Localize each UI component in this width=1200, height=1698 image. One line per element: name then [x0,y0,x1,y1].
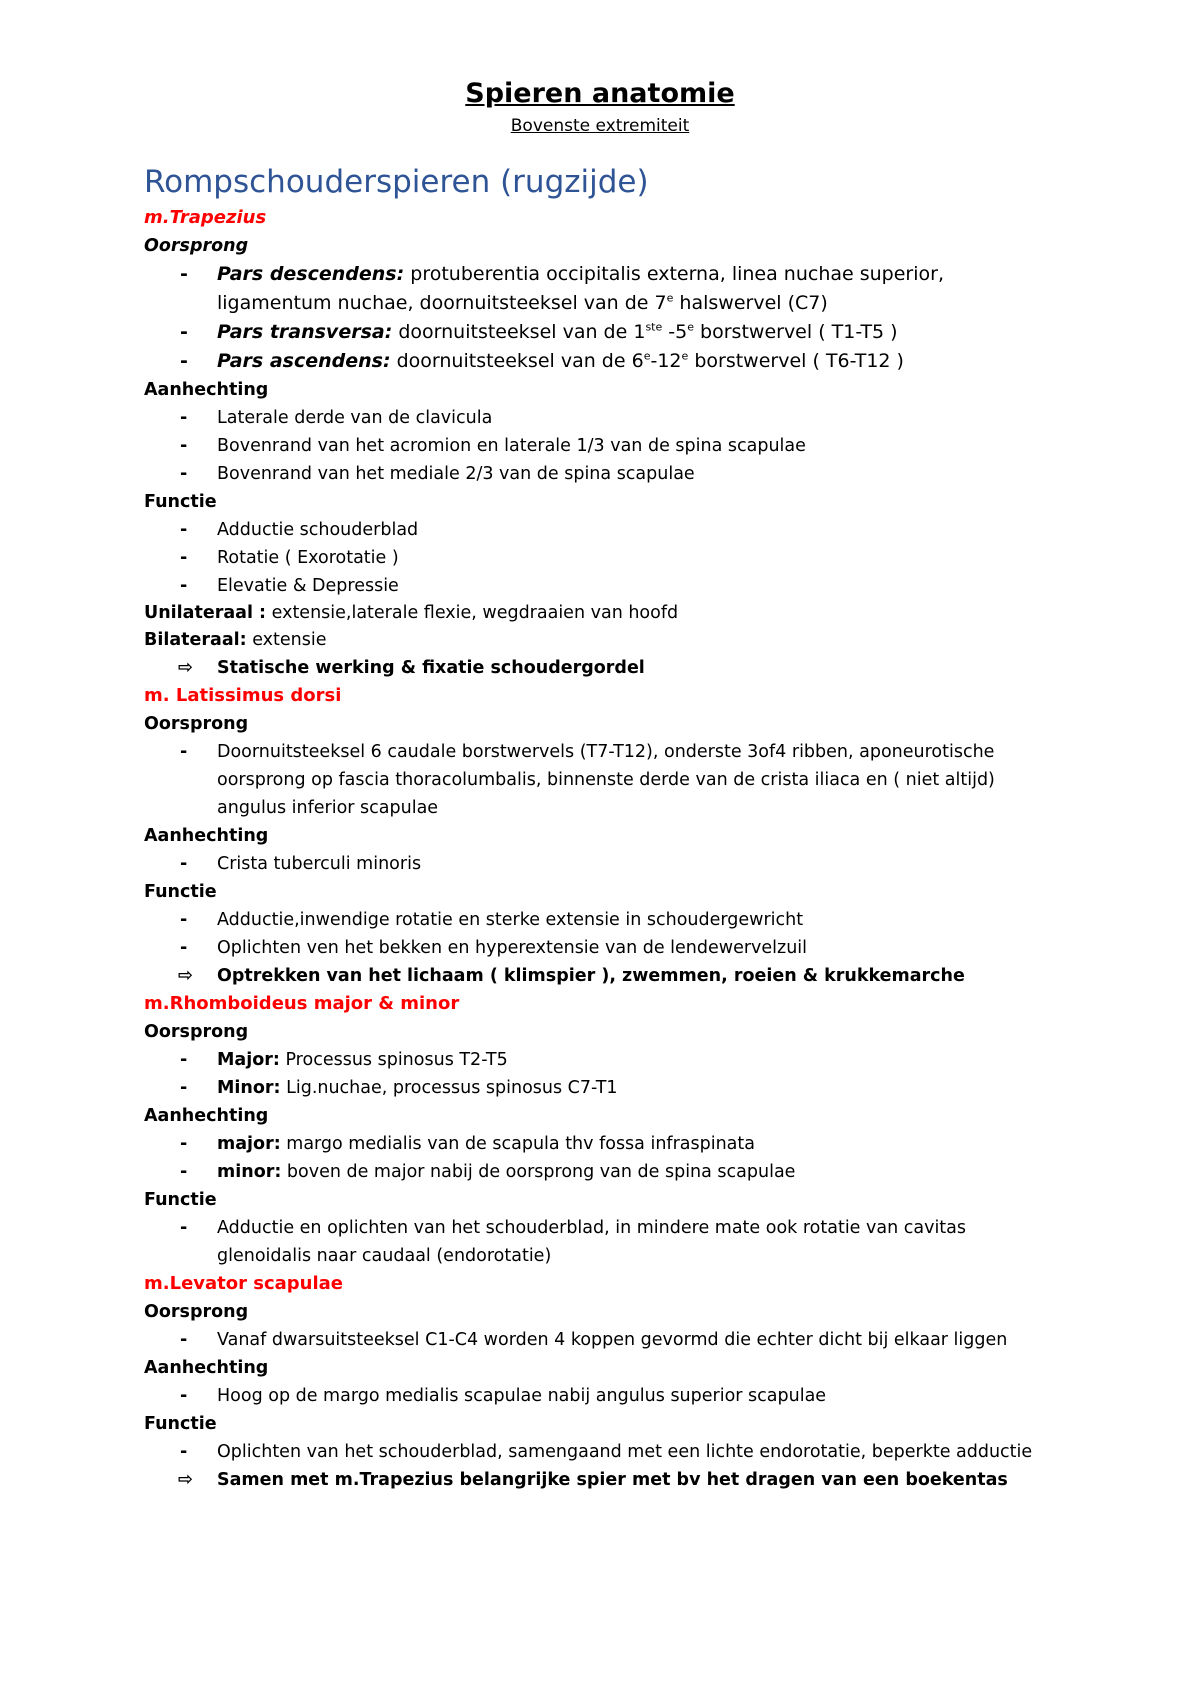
item-text: borstwervel ( T1-T5 ) [694,321,898,343]
dash-bullet: - [180,520,188,540]
item-label: Unilateraal : [144,603,267,623]
item-text: Bovenrand van het mediale 2/3 van de spina scapulae [217,464,695,484]
subheading-oorsprong: Oorsprong [144,1022,249,1042]
list-item [144,516,1064,544]
list-item [144,1130,1064,1158]
item-text: Elevatie & Depressie [217,576,399,596]
item-text: Statische werking & fixatie schoudergordel [217,658,645,678]
list-item [144,572,1064,600]
item-text: Oplichten ven het bekken en hyperextensie van de lendewervelzuil [217,938,808,958]
dash-bullet: - [180,321,188,343]
list-item [144,260,1064,318]
arrow-right-icon: ⇨ [178,657,194,678]
list-item [144,1158,1064,1186]
subheading-functie: Functie [144,882,217,902]
item-text: margo medialis van de scapula thv fossa infraspinata [280,1134,755,1154]
item-label: minor: [217,1162,282,1182]
superscript: e [681,349,689,363]
item-text: Samen met m.Trapezius belangrijke spier met bv het dragen van een boekentas [217,1470,1008,1490]
list-item [144,1214,1064,1270]
item-text: doornuitsteeksel van de 6 [390,350,644,372]
item-text: Oplichten van het schouderblad, samengaand met een lichte endorotatie, beperkte adductie [217,1442,1033,1462]
dash-bullet: - [180,1386,188,1406]
dash-bullet: - [180,1442,188,1462]
superscript: e [687,320,695,334]
list-item [144,906,1064,934]
item-label: Pars transversa: [217,321,393,343]
list-item [144,1074,1064,1102]
item-text: Crista tuberculi minoris [217,854,422,874]
dash-bullet: - [180,910,188,930]
list-item [144,1438,1064,1466]
item-label: major: [217,1134,281,1154]
dash-bullet: - [180,1162,188,1182]
subheading-aanhechting: Aanhechting [144,826,269,846]
superscript: e [643,349,651,363]
section-heading: Rompschouderspieren (rugzijde) [144,164,649,200]
dash-bullet: - [180,576,188,596]
conclusion-item [144,654,1064,682]
dash-bullet: - [180,1134,188,1154]
subheading-functie: Functie [144,1190,217,1210]
item-text: doornuitsteeksel van de 1 [392,321,646,343]
item-label: Minor: [217,1078,281,1098]
muscle-name-latissimus: m. Latissimus dorsi [144,685,342,706]
item-text: protuberentia occipitalis externa, linea nuchae superior, ligamentum nuchae, doornuitsteeksel van de 7 [217,263,944,314]
subheading-functie: Functie [144,1414,217,1434]
superscript: ste [645,320,663,334]
dash-bullet: - [180,263,188,285]
arrow-right-icon: ⇨ [178,965,194,986]
item-text: Adductie,inwendige rotatie en sterke extensie in schoudergewricht [217,910,804,930]
dash-bullet: - [180,938,188,958]
subheading-aanhechting: Aanhechting [144,1106,269,1126]
item-label: Pars ascendens: [217,350,391,372]
document-title: Spieren anatomie [465,78,735,109]
dash-bullet: - [180,854,188,874]
muscle-name-rhomboideus: m.Rhomboideus major & minor [144,993,460,1014]
muscle-name-trapezius: m.Trapezius [144,207,267,228]
item-text: halswervel (C7) [673,292,828,314]
muscle-name-levator: m.Levator scapulae [144,1273,344,1294]
unilateraal-line [144,600,1064,627]
list-item [144,1326,1064,1354]
dash-bullet: - [180,350,188,372]
item-text: -12 [650,350,682,372]
item-text: Processus spinosus T2-T5 [279,1050,508,1070]
conclusion-item [144,1466,1064,1494]
item-text: extensie,laterale flexie, wegdraaien van hoofd [266,603,679,623]
item-text: Rotatie ( Exorotatie ) [217,548,399,568]
item-text: Laterale derde van de clavicula [217,408,493,428]
item-text: extensie [246,630,327,650]
item-text: Doornuitsteeksel 6 caudale borstwervels (T7-T12), onderste 3of4 ribben, aponeurotische oorsprong op fascia thoracolumbalis, binnenste derde van de crista iliaca en ( niet altijd) angulus inferior scapulae [217,742,995,818]
dash-bullet: - [180,1050,188,1070]
subheading-oorsprong: Oorsprong [144,236,249,256]
item-text: Lig.nuchae, processus spinosus C7-T1 [280,1078,618,1098]
dash-bullet: - [180,1330,188,1350]
dash-bullet: - [180,408,188,428]
bilateraal-line [144,627,1064,654]
dash-bullet: - [180,436,188,456]
list-item [144,1046,1064,1074]
item-label: Major: [217,1050,280,1070]
list-item [144,347,1064,376]
item-text: Hoog op de margo medialis scapulae nabij angulus superior scapulae [217,1386,827,1406]
document-content [144,204,1064,1494]
arrow-right-icon: ⇨ [178,1469,194,1490]
item-text: -5 [662,321,688,343]
list-item [144,934,1064,962]
item-label: Bilateraal: [144,630,247,650]
item-text: Adductie schouderblad [217,520,419,540]
item-text: Vanaf dwarsuitsteeksel C1-C4 worden 4 koppen gevormd die echter dicht bij elkaar liggen [217,1330,1008,1350]
conclusion-item [144,962,1064,990]
subheading-oorsprong: Oorsprong [144,1302,249,1322]
subheading-functie: Functie [144,492,217,512]
item-text: boven de major nabij de oorsprong van de spina scapulae [281,1162,796,1182]
item-label: Pars descendens: [217,263,405,285]
dash-bullet: - [180,742,188,762]
list-item [144,404,1064,432]
dash-bullet: - [180,548,188,568]
list-item [144,1382,1064,1410]
list-item [144,318,1064,347]
subheading-aanhechting: Aanhechting [144,380,269,400]
list-item [144,738,1064,822]
dash-bullet: - [180,464,188,484]
subheading-oorsprong: Oorsprong [144,714,249,734]
list-item [144,544,1064,572]
list-item [144,432,1064,460]
document-subtitle: Bovenste extremiteit [510,116,690,136]
dash-bullet: - [180,1218,188,1238]
subheading-aanhechting: Aanhechting [144,1358,269,1378]
list-item [144,850,1064,878]
dash-bullet: - [180,1078,188,1098]
superscript: e [666,291,674,305]
item-text: Bovenrand van het acromion en laterale 1/3 van de spina scapulae [217,436,806,456]
item-text: Optrekken van het lichaam ( klimspier ), zwemmen, roeien & krukkemarche [217,966,965,986]
list-item [144,460,1064,488]
item-text: Adductie en oplichten van het schouderblad, in mindere mate ook rotatie van cavitas glenoidalis naar caudaal (endorotatie) [217,1218,967,1266]
item-text: borstwervel ( T6-T12 ) [688,350,904,372]
